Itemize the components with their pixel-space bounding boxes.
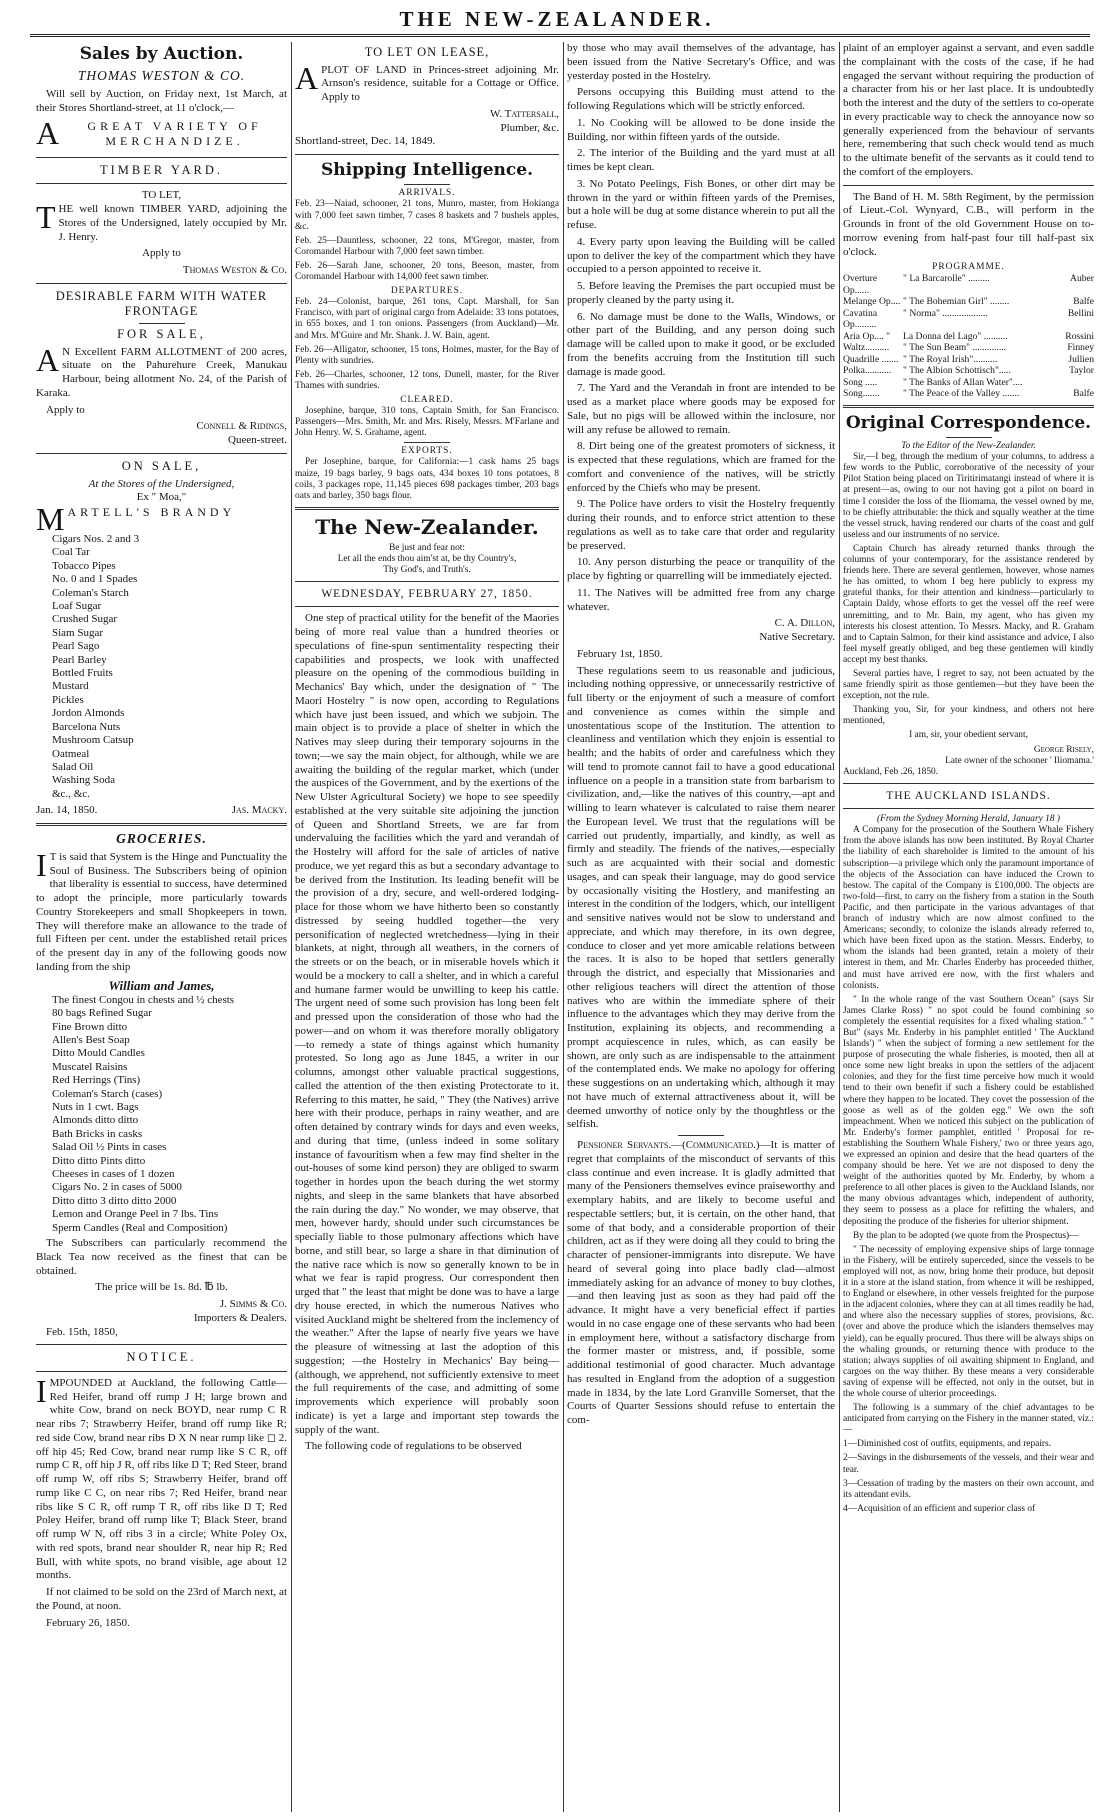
list-item: &c., &c. [52, 787, 90, 800]
groceries-signature: J. Simms & Co. [219, 1298, 287, 1311]
letter-paragraph: Thanking you, Sir, for your kindness, and others not here mentioned, [843, 705, 1094, 727]
rule [36, 283, 287, 284]
rule [843, 783, 1094, 784]
column-divider [291, 42, 292, 1812]
regulations-intro: by those who may avail themselves of the advantage, has been issued from the Native Secretary's Office, and was yesterday posted in the Hostelry. [567, 42, 835, 82]
departure-entry: Feb. 26—Charles, schooner, 12 tons, Dunell, master, for the River Thames with sundries. [295, 369, 559, 391]
farm-text: N Excellent FARM ALLOTMENT of 200 acres, situate on the Pahurehure Creek, Manukau Harbour, being allotment No. 24, of the Parish of Karaka. [36, 345, 287, 399]
list-item: Coleman's Starch (cases) [52, 1087, 163, 1100]
rule [946, 437, 992, 438]
arrival-entry: Feb. 23—Naiad, schooner, 21 tons, Munro, master, from Hokianga with 7,000 feet sawn timber, 7 cases 8 baskets and 7 bushels apples, &c. [295, 199, 559, 232]
departures-heading: DEPARTURES. [390, 286, 464, 297]
regulations-date: February 1st, 1850. [577, 647, 663, 660]
programme-row [843, 377, 1094, 389]
commentary-text: These regulations seem to us reasonable and judicious, including nothing oppressive, or unnecessarily restrictive of full liberty or the enjoyment of such a measure of comfort and convenience as comes within the simple and unostentatious scope of the Institution. The attention to cleanliness and ventilation which they enjoin is essential to health; and the habits of order and carefulness which they will tend to promote cannot fail to have a good educational influence on a people in a transition state from barbarism to civilization, and,—like the natives of this country,—apt and willing to learn whatever is calculated to raise them nearer the European level. We trust that the regulations will be carried out prudently, impartially, and kindly, as well as firmly and steadily. The friends of the natives,—especially such as are acquainted with their social and domestic usages, and can speak their language, may do good service by occasionally visiting the Hostlery, and manifesting an interest in the condition of the lodgers, which, our intelligent and sensitive natives would not be slow to understand and appreciate, and which may therefore, in its own degree, conduce to closer and yet more amicable relations between the races. It is also to be hoped that settlers generally through the district, and especially that Missionaries and other religious teachers will direct the attention of those natives who are within the immediate sphere of their influence to the advantages which they may derive from the Institution, explaining its objects, and recommending a prompt acquiescence in rules, which, as can easily be shown, are only such as are indispensable to the attainment of the contemplated ends. We make no apology for offering these suggestions on an undertaking which, although it may not have much of external attractiveness about it, will be deemed unworthy of notice only by the thoughtless or the selfish. [567, 664, 835, 1131]
list-item: Loaf Sugar [52, 600, 102, 613]
list-item: Red Herrings (Tins) [52, 1074, 141, 1087]
groceries-after: The Subscribers can particularly recommend the Black Tea now received as the finest that can be obtained. [36, 1237, 287, 1277]
rule [295, 581, 559, 582]
auction-firm: THOMAS WESTON & CO. [77, 68, 246, 84]
auction-goods: GREAT VARIETY OF MERCHANDIZE. [87, 118, 262, 148]
list-item: Washing Soda [52, 774, 115, 787]
auction-text: Will sell by Auction, on Friday next, 1st March, at their Stores Shortland-street, at 11 o'clock,— [36, 88, 287, 114]
list-item: Siam Sugar [52, 626, 104, 639]
exports-text: Per Josephine, barque, for California:—1 cask hams 25 bags maize, 19 bags barley, 9 bags oats, 434 boxes 10 tons potatoes, 8 coils, 3 packages rope, 11,145 pieces 698 packages timber, 203 bags oats and barley, 350 bags flour. [295, 457, 559, 501]
advantage-item: 3—Cessation of trading by the masters on their own account, and its attendant evils. [843, 1478, 1094, 1500]
list-item: Pickles [52, 693, 84, 706]
programme-row [843, 365, 1094, 377]
islands-body [843, 825, 1094, 1436]
regulation-item: 8. Dirt being one of the greatest promoters of sickness, it is expected that these regulations, which are framed for the comfort and convenience of the natives, will be strictly enforced by the Chiefs who may be present. [567, 440, 835, 494]
pensioner-paragraph [567, 1139, 835, 1428]
onsale-footer [36, 804, 287, 818]
onsale-block [36, 505, 287, 533]
list-item: Pearl Barley [52, 653, 107, 666]
rule [295, 606, 559, 607]
programme-title: " The Royal Irish".......... [903, 353, 998, 365]
arrivals-list [295, 199, 559, 283]
dropcap: A [295, 63, 319, 96]
advantage-item: 2—Savings in the disbursements of the vessels, and their wear and tear. [843, 1453, 1094, 1475]
rule [36, 823, 287, 826]
correspondence-address: To the Editor of the New-Zealander. [901, 441, 1036, 452]
programme-title: " The Albion Schottisch"..... [903, 365, 1011, 377]
lease-signature-title: Plumber, &c. [500, 121, 559, 134]
column-4 [841, 42, 1096, 1812]
arrival-entry: Feb. 26—Sarah Jane, schooner, 20 tons, Beeson, master, from Coromandel Harbour with 14,000 feet sawn timber. [295, 260, 559, 283]
programme-piece-type: Cavatina Op......... [843, 307, 878, 331]
regulation-item: 6. No damage must be done to the Walls, Windows, or other part of the Building, and any person doing such damage will be called upon to make it good, or be excluded from the benefits accruing from the Institution till such damage is made good. [567, 310, 835, 378]
editorial-masthead: The New-Zealander. [315, 514, 539, 539]
onsale-first-item: ARTELL'S BRANDY [67, 505, 236, 519]
timber-text: HE well known TIMBER YARD, adjoining the Stores of the Undersigned, lately occupied by Mr. J. Henry. [58, 203, 287, 243]
lease-heading: TO LET ON LEASE, [364, 45, 490, 59]
rule [678, 1135, 724, 1136]
groceries-ship: William and James, [108, 977, 215, 993]
list-item: Ditto ditto 3 ditto ditto 2000 [52, 1194, 177, 1207]
notice-date: February 26, 1850. [46, 1616, 130, 1629]
list-item: No. 0 and 1 Spades [52, 573, 138, 586]
cleared-heading: CLEARED. [400, 394, 454, 405]
programme-composer: Rossini [1065, 330, 1094, 342]
editorial-text: One step of practical utility for the benefit of the Maories being of more real value than a hundred theories or speculations of fine-spun sentimentality respecting their capabilities and prospects, we look with unaffected pleasure on the opening of the commodious building in Mechanics' Bay which, under the designation of " The Maori Hostelry " is now open, according to Regulations which have just been issued, and which we subjoin. The main object is to provide a place of shelter in which the Natives may sleep during their temporary sojourns in the town;—we say the main object, for although, while we are awaiting the building of the regular market, which (under the auspices of the Government, and by the exertions of the New Ulster Agricultural Society) we hope to see speedily established at the very suitable site adjoining the junction of Queen and Shortland Streets, we are far from undervaluing the facilities which the yard and verandah of the Hostelry will afford for the sale of articles of native produce, we yet regard this as but a secondary advantage to be derived from the Institution. Its leading benefit will be the provision of a dry, secure, and well-ordered lodging-place for those whom we have hitherto been so constantly distressed by seeing huddled together—the very personification of neglected wretchedness—lying in their blankets, at night, through all weathers, in the corners of the streets or on the beach, or in miserable hovels which it would be a mockery to call a shelter, and in which a careful and humane farmer would be unwilling to keep his cattle. The urgent need of some such provision has long been felt and pressed upon the consideration of those who had the power—and on whom it was therefore morally obligatory—to remedy a state of things against which humanity protested. So long ago as June 1845, a writer in our columns, amongst other valuable practical suggestions, called the attention of the then existing Protectorate to it. Referring to this matter, he said, " They (the Natives) arrive here with their produce, perhaps in rainy weather, and are often detained by contrary winds for days and even weeks, and during that time, (unless indeed in some solitary instance of favouritism when a few may find shelter in the out-houses of some kind person) they are obliged to swarm together in hordes upon the beach during the wet stormy nights, and sleep in the same blankets that have absorbed the rain during the day." No wonder, we may observe, that men, however hardy, should under such circumstances be specially liable to those pulmonary affections which have borne, and still bear, so large a share in that diminution of the native race which is now so generally known to be in what we fear is rapid progress. Our correspondent then urged that " the least that might be done was to have a large dry house erected, in which the numerous Natives who visited Auckland might be sheltered from the inclemency of the weather." After the lapse of nearly five years we have the pleasure of witnessing at last the adoption of this suggestion; —the Hostelry in Mechanics' Bay being—(although, we apprehend, not sufficiently extensive to meet the full requirements of the case, and admitting of some improvements which experience will probably soon indicate) is yet a large and important step towards the supply of the want. [295, 612, 559, 1436]
regulation-item: 4. Every party upon leaving the Building will be called upon to deliver the key of the compartment which they have occupied to a person appointed to receive it. [567, 235, 835, 276]
groceries-list [52, 994, 287, 1235]
cleared-text: Josephine, barque, 310 tons, Captain Smith, for San Francisco. Passengers—Mrs. Smith, Mr. and Mrs. Risely, Messrs. M'Farlane and John Henry. W. S. Grahame, agent. [295, 406, 559, 439]
farm-signature-address: Queen-street. [228, 434, 287, 447]
column-2 [293, 42, 561, 1812]
arrival-entry: Feb. 25—Dauntless, schooner, 22 tons, M'Gregor, master, from Coromandel Harbour with 7,000 feet sawn timber. [295, 235, 559, 257]
motto-line-1: Be just and fear not: [388, 542, 466, 553]
regulations-list [567, 117, 835, 615]
groceries-signature-title: Importers & Dealers. [193, 1311, 287, 1324]
farm-block [36, 346, 287, 404]
programme-title: " The Sun Beam" .............. [903, 342, 1007, 354]
rule [139, 323, 185, 324]
band-text: The Band of H. M. 58th Regiment, by the permission of Lieut.-Col. Wynyard, C.B., will perform in the Grounds in front of the old Government House on to-morrow evening from half-past four till half-past six o'clock. [843, 190, 1094, 258]
list-item: Cigars No. 2 in cases of 5000 [52, 1181, 182, 1194]
pensioner-lead: Pensioner Servants.—(Communicated.)— [577, 1139, 771, 1151]
correspondence-heading: Original Correspondence. [845, 412, 1092, 433]
onsale-signature: Jas. Macky. [231, 804, 287, 817]
programme-row [843, 296, 1094, 308]
list-item: Sperm Candles (Real and Composition) [52, 1221, 228, 1234]
rule [404, 184, 450, 185]
programme-title: " The Peace of the Valley ....... [903, 388, 1020, 400]
lease-block [295, 64, 559, 108]
exports-heading: EXPORTS. [401, 446, 453, 457]
list-item: Coal Tar [52, 546, 90, 559]
dropcap: A [36, 118, 60, 151]
programme-row [843, 354, 1094, 366]
farm-apply: Apply to [46, 403, 85, 416]
programme-row [843, 331, 1094, 343]
rule [295, 507, 559, 510]
rule [843, 405, 1094, 408]
programme-title: " Norma" ................... [903, 307, 988, 319]
rule [36, 157, 287, 158]
rule [36, 1371, 287, 1372]
programme-piece-type: Quadrille ....... [843, 353, 899, 365]
rule [36, 1344, 287, 1345]
programme-composer: Balfe [1073, 388, 1094, 400]
dropcap: I [36, 1376, 47, 1409]
regulations-signature-title: Native Secretary. [759, 631, 835, 643]
groceries-block [36, 851, 287, 978]
programme-piece-type: Overture Op...... [843, 273, 878, 296]
programme-title: " La Barcarolle" ......... [903, 273, 990, 285]
list-item: Cheeses in cases of 1 dozen [52, 1168, 175, 1181]
list-item: Barcelona Nuts [52, 720, 121, 733]
advantages-list [843, 1439, 1094, 1515]
pensioner-text: It is matter of regret that complaints of the misconduct of servants of this class continue and even increase. It is gladly admitted that many of the Pensioners themselves evince praiseworthy and exemplary habits, and are likely to become useful and respectable settlers; but, it is certain, on the other hand, that some of that body, and a considerable proportion of their children, act as if they were doing all they could to bring the character of pensioner-immigrants into disrepute. We have heard of several going into place badly clad—almost immediately asking for an advance of money to buy clothes,—and then leaving just as soon as they had paid off the advance. It might have a very beneficial effect if parties would in no case engage one of these servants who had been in employment here, without a satisfactory discharge from the former master or mistress, and, if possible, some additional testimonial of good character. Much advantage has resulted in England from the adoption of a suggestion made in 1834, by the late Lord Granville Somerset, that the Courts of Quarter Sessions should refuse to entertain the com- [567, 1139, 835, 1426]
list-item: Salad Oil ½ Pints in cases [52, 1141, 167, 1154]
onsale-date: Jan. 14, 1850. [36, 804, 98, 817]
programme-title: " The Banks of Allan Water".... [903, 376, 1023, 388]
farm-for-sale: FOR SALE, [117, 327, 206, 341]
list-item: Tobacco Pipes [52, 559, 116, 572]
list-item: Almonds ditto ditto [52, 1114, 139, 1127]
letter-paragraph: Sir,—I beg, through the medium of your columns, to address a few words to the Public, corroborative of the necessity of your Pilot Station being placed on Tiritirimatangi instead of where it is at present—as, owing to our not having got a pilot on board in time I consider the loss of the Iliomama, the vessel owned by me, to be chiefly attributable: the thick and squally weather at the time the vessel struck, having rendered our charts of the coast and gulf useless and our instruments of no service. [843, 452, 1094, 540]
onsale-list [52, 533, 287, 801]
advantage-item: 4—Acquisition of an efficient and superior class of [843, 1503, 1036, 1514]
shipping-heading: Shipping Intelligence. [321, 160, 533, 181]
rule [36, 453, 287, 454]
motto-line-3: Thy God's, and Truth's. [383, 565, 471, 575]
auction-heading: Sales by Auction. [79, 44, 244, 64]
onsale-ship: Ex " Moa," [136, 491, 187, 504]
regulation-item: 3. No Potato Peelings, Fish Bones, or other dirt may be thrown in the yard or within fifteen yards of the Premises, but a hole will be dug at some distance wherein to put all the refuse. [567, 177, 835, 231]
programme-title: " The Bohemian Girl" ........ [903, 296, 1010, 308]
lease-signature: W. Tattersall, [489, 107, 559, 120]
programme-composer: Bellini [1067, 307, 1094, 319]
list-item: Cigars Nos. 2 and 3 [52, 533, 140, 545]
programme-list [843, 273, 1094, 400]
regulation-item: 11. The Natives will be admitted free from any charge whatever. [567, 586, 835, 613]
programme-row [843, 342, 1094, 354]
farm-heading: DESIRABLE FARM WITH WATER FRONTAGE [55, 288, 268, 319]
letter-signature-title: Late owner of the schooner ' Iliomama.' [945, 755, 1094, 766]
letter-signature: George Risely, [1033, 744, 1094, 755]
programme-piece-type: Song ..... [843, 376, 878, 388]
regulation-item: 1. No Cooking will be allowed to be done inside the Building, nor within fifteen yards of the outside. [567, 116, 835, 143]
notice-heading: NOTICE. [126, 1350, 197, 1365]
timber-signature: Thomas Weston & Co. [182, 264, 287, 276]
advantage-item: 1—Diminished cost of outfits, equipments, and repairs. [843, 1439, 1052, 1450]
masthead-rule [30, 34, 1090, 37]
programme-composer: Taylor [1069, 365, 1094, 377]
list-item: Ditto ditto Pints ditto [52, 1154, 146, 1167]
motto-line-2: Let all the ends thou aim'st at, be thy Country's, [337, 553, 517, 564]
notice-block [36, 1377, 287, 1586]
dropcap: T [36, 203, 56, 235]
programme-row [843, 388, 1094, 400]
letter-body [843, 452, 1094, 727]
islands-paragraph: The following is a summary of the chief advantages to be anticipated from carrying on the Fishery in the manner stated, viz.:— [843, 1403, 1094, 1436]
programme-heading: PROGRAMME. [932, 262, 1005, 273]
islands-paragraph: A Company for the prosecution of the Southern Whale Fishery from the above islands has now been instituted. By Royal Charter the liability of each shareholder is limited to the amount of his subscription—a privilege which only the paramount importance of the objects of the Association can have induced the Crown to bestow. The capital of the Company is £100,000. The objects are two-fold—first, to carry on the fishery from a station in the South Pacific, and then participate in the various advantages of that branch of industry which are now almost confined to the Americans; secondly, to colonize the islands already referred to, which have been fixed upon as the station. Messrs. Enderby, to whom the islands had been granted, retain a moiety of their interest in them, and Mr. Charles Enderby has proceeded thither, and must have arrived ere now, with the first whalers and colonists. [843, 825, 1094, 991]
groceries-price: The price will be 1s. 8d. ℔ lb. [95, 1281, 228, 1294]
departure-entry: Feb. 26—Alligator, schooner, 15 tons, Holmes, master, for the Bay of Plenty with sundries. [295, 344, 559, 366]
masthead: THE NEW-ZEALANDER. [399, 7, 715, 31]
list-item: 80 bags Refined Sugar [52, 1007, 152, 1020]
programme-piece-type: Song....... [843, 388, 880, 400]
departure-entry: Feb. 24—Colonist, barque, 261 tons, Capt. Marshall, for San Francisco, with part of original cargo from Adelaide: 33 tons potatoes, in 655 boxes, and 1 ton onions. Passengers (from Auckland)—Mr. and Mrs. M'Guire and Mr. Shank. J. W. Bain, agent. [295, 297, 559, 341]
timber-to-let: TO LET, [141, 189, 182, 202]
dropcap: A [36, 345, 60, 378]
lease-date: Shortland-street, Dec. 14, 1849. [295, 135, 436, 148]
list-item: Salad Oil [52, 760, 94, 773]
onsale-heading: ON SALE, [121, 458, 202, 473]
list-item: Jordon Almonds [52, 707, 125, 720]
list-item: Bath Bricks in casks [52, 1127, 143, 1140]
column-divider [563, 42, 564, 1812]
notice-after: If not claimed to be sold on the 23rd of March next, at the Pound, at noon. [36, 1586, 287, 1612]
programme-piece-type: Polka........... [843, 365, 892, 377]
auction-goods-block [36, 119, 287, 152]
regulation-item: 5. Before leaving the Premises the part occupied must be properly cleaned by the party using it. [567, 280, 835, 306]
rule [843, 185, 1094, 186]
islands-paragraph: " In the whole range of the vast Southern Ocean" (says Sir James Clarke Ross) " no spot could be found combining so completely the essential requisites for a fixed whaling station." " But" (says Mr. Enderby in his pamphlet entitled ' The Auckland Islands') " when the subject of forming a new settlement for the purpose of prosecuting the whale fisheries, is mooted, then all at once some new light breaks in upon the settlers of the adjacent colonies, and they for the first time perceive how much it would tend to their own benefit if such a fishery could be established where they happen to be located. They covet the possession of the goose as well as of the golden egg." We own the soft impeachment. When we noticed this subject on the publication of Mr. Enderby's former pamphlet, entitled ' Proposal for re-establishing the Southern Whale Fishery,' two or three years ago, we expressed an opinion and desire that the head quarters of the company should be here. Yet we are not disposed to deny the weight of the authorities quoted by Mr. Enderby, by whom a preference to all other places is given to the Auckland Islands, nor the many obvious advantages which, independent of authority, they seem to possess as a place for refitting the whalers, and depositing the produce of the fisheries for ulterior shipment. [843, 994, 1094, 1227]
letter-paragraph: Several parties have, I regret to say, not been actuated by the same friendly spirit as those gentlemen—but they have been the exception, not the rule. [843, 668, 1094, 702]
onsale-subheading: At the Stores of the Undersigned, [88, 477, 235, 490]
list-item: Mustard [52, 680, 89, 693]
dropcap: M [36, 505, 65, 533]
editorial-continuation: The following code of regulations to be observed [305, 1440, 522, 1453]
programme-piece-type: Waltz.......... [843, 342, 890, 354]
notice-text: MPOUNDED at Auckland, the following Cattle—Red Heifer, brand off rump J H; large brown and white Cow, brand on neck BOYD, near rump C R near ribs 7; Strawberry Heifer, brand off rump like R; red side Cow, brand near ribs D X N near rump like ◻ 2. off hip 45; Red Cow, brand near rump like S C R, off rump C R, off hip J R, off ribs like Ŋ T; Red Steer, brand off rump W, off ribs S; Strawberry Heifer, brand off rump like C C, on near ribs 7; Red Heifer, brand near ribs like S C R, off rump T R, off ribs like Ŋ T; Red Poley Heifer, brand off rump like T; Black Steer, brand off rump W N, off ribs 3 in a circle; White Poley Ox, with red spots, brand near shoulder R, near hip R; Red Bull, with white spots, no brand visible, age about 12 months. [36, 1376, 287, 1582]
groceries-heading: GROCERIES. [116, 830, 207, 846]
list-item: Fine Brown ditto [52, 1020, 128, 1033]
lease-text: PLOT OF LAND in Princes-street adjoining Mr. Arnson's residence, suitable for a Cottage or Office. Apply to [321, 63, 559, 104]
letter-paragraph: Captain Church has already returned thanks through the columns of your contemporary, for the assistance rendered by friends here. There are several gentlemen, however, whose names he has omitted, to whom I beg here publicly to express my grateful thanks, for their attention and kindness—particularly to Captain Daldy, whose efforts to get the vessel off the reef were unremitting, and to Mr. Bain, my agent, who has given my interests his closest attention. To Messrs. Macky, and R. Graham and to Captain Salmon, for their kind assistance and advice, I also feel myself greatly obliged, and beg these gentlemen will kindly accept my best thanks. [843, 543, 1094, 665]
timber-block [36, 203, 287, 247]
programme-composer: Balfe [1073, 296, 1094, 308]
list-item: Mushroom Catsup [52, 734, 134, 747]
list-item: Oatmeal [52, 747, 90, 760]
groceries-date: Feb. 15th, 1850, [46, 1325, 118, 1338]
programme-piece-type: Melange Op.... [843, 296, 901, 308]
islands-paragraph: By the plan to be adopted (we quote from the Prospectus)— [853, 1230, 1079, 1241]
regulation-item: 2. The interior of the Building and the yard must at all times be kept clean. [567, 147, 835, 173]
letter-close: I am, sir, your obedient servant, [909, 730, 1028, 741]
rule [36, 183, 287, 184]
list-item: Pearl Sago [52, 640, 100, 653]
dropcap: I [36, 850, 47, 883]
list-item: Bottled Fruits [52, 667, 113, 680]
column-divider [839, 42, 840, 1812]
programme-title: La Donna del Lago" .......... [903, 330, 1008, 342]
regulation-item: 7. The Yard and the Verandah in front are intended to be used as a market place where goods may be exposed for Sale, but no pigs will be allowed within the inclosure, nor will any refuse be allowed to remain. [567, 382, 835, 436]
programme-row [843, 308, 1094, 331]
list-item: Ditto Mould Candles [52, 1047, 145, 1060]
islands-source: (From the Sydney Morning Herald, January 18 ) [877, 814, 1060, 825]
list-item: Nuts in 1 cwt. Bags [52, 1101, 139, 1113]
pensioner-continuation: plaint of an employer against a servant, and even saddle the complainant with the costs of the case, if he had engaged the servant without requiring the production of a character from his or her last place. It is undoubtedly both the interest and the duty of the settlers to co-operate in every practicable way to check the annoyance now so generally experienced from the behaviour of servants here, remembering that such check would tend as much to the ultimate benefit of the servants as it could tend to the comfort of the employers. [843, 42, 1094, 178]
list-item: Crushed Sugar [52, 613, 118, 626]
farm-signature: Connell & Ridings, [196, 420, 287, 433]
list-item: Lemon and Orange Peel in 7 lbs. Tins [52, 1208, 219, 1221]
list-item: Allen's Best Soap [52, 1033, 130, 1046]
dateline: WEDNESDAY, FEBRUARY 27, 1850. [321, 588, 533, 601]
regulations-lead: Persons occupying this Building must attend to the following Regulations which will be strictly enforced. [567, 86, 835, 112]
regulation-item: 9. The Police have orders to visit the Hostelry frequently during their rounds, and to enforce strict attention to these regulations as well as to take care that order and regularity be preserved. [567, 498, 835, 552]
rule [404, 442, 450, 443]
letter-date: Auckland, Feb .26, 1850. [843, 766, 939, 777]
timber-heading: TIMBER YARD. [99, 162, 224, 177]
arrivals-heading: ARRIVALS. [398, 188, 456, 199]
islands-paragraph: " The necessity of employing expensive ships of large tonnage in the Fishery, will be entirely superceded, since the vessels to be employed will not, as now, bring home their produce, but deposit it in a store at the island station, from whence it will be reshipped, to England or elsewhere, in other vessels freighted for the purpose in the adjacent colonies, where they can at all times readily be had, and where also the necessary supplies of stores, provisions, &c. (over and above the produce which the islanders themselves may yield), can be equally procured. Thus there will be always ships on the whaling grounds, or returning thence with produce to the station; always supplies of oil awaiting shipment to England, and cargoes on the way thither. By these means a very considerable saving of expense will be effected, not only in the outset, but in the whole course of ulterior proceedings. [843, 1244, 1094, 1399]
programme-row [843, 273, 1094, 296]
departures-list [295, 297, 559, 392]
timber-apply: Apply to [142, 247, 181, 260]
groceries-text: T is said that System is the Hinge and Punctuality the Soul of Business. The Subscribers being of opinion that liberality is essential to success, have determined to adopt the principle, more particularly towards Country Storekeepers and small Shopkeepers in town. They will therefore make an allowance to the trade of full Fifteen per cent. under the established retail prices of the present day in any of the following goods now landing from the ship [36, 850, 287, 973]
rule [843, 808, 1094, 809]
programme-composer: Finney [1067, 342, 1094, 354]
regulations-signature: C. A. Dillon, [774, 617, 835, 630]
list-item: The finest Congou in chests and ½ chests [52, 993, 235, 1006]
list-item: Muscatel Raisins [52, 1060, 128, 1073]
islands-heading: THE AUCKLAND ISLANDS. [886, 789, 1051, 802]
rule [295, 154, 559, 155]
programme-piece-type: Aria Op.... " [843, 330, 891, 342]
regulation-item: 10. Any person disturbing the peace or tranquility of the place by fighting or quarrelling will be immediately ejected. [567, 556, 835, 582]
list-item: Coleman's Starch [52, 586, 129, 599]
programme-composer: Auber [1070, 273, 1094, 285]
column-1 [34, 42, 289, 1812]
column-3 [565, 42, 837, 1812]
programme-composer: Jullien [1068, 353, 1094, 365]
programme-composer [1044, 377, 1094, 389]
